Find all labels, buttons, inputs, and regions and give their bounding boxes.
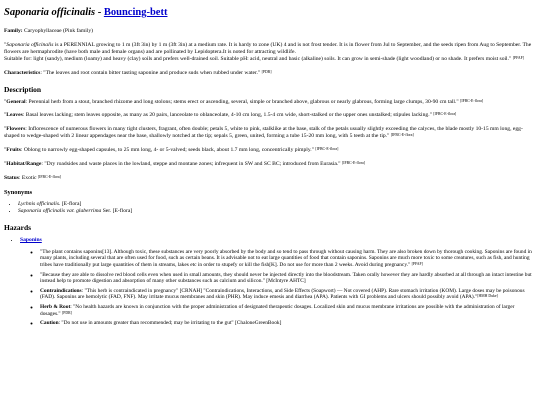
synonyms-heading: Synonyms xyxy=(4,188,33,196)
general-label: General xyxy=(6,98,26,105)
habitat-value: : "Dry roadsides and waste places in the lowland, steppe and montane zones; infrequent in SW and SC BC; introduced from Eurasia." xyxy=(41,161,341,168)
desc-habitat: "Habitat/Range: "Dry roadsides and waste places in the lowland, steppe and montane zones; infrequent in SW and SC BC; introduced from Eurasia." [IFBC-E-flora] xyxy=(4,161,365,168)
pfaf-ref: [PFAF] xyxy=(512,55,525,60)
list-item xyxy=(40,288,536,301)
flowers-ref: [IFBC-E-flora] xyxy=(390,133,414,138)
hazard-label: Caution xyxy=(40,320,59,327)
hazard-text: : "No health hazards are known in conjunction with the proper administration of designated therapeutic dosages. Localized skin and mucus membrane irritations are possible with the administration of larger dosages." xyxy=(40,304,515,317)
synonyms-list xyxy=(4,201,536,215)
synonym-sci: Saponaria officinalis var. glaberrima xyxy=(18,207,102,214)
desc-fruits: "Fruits: Oblong to narrowly egg-shaped capsules, to 25 mm long, 4- or 5-valved; seeds black, about 1.7 mm long, concentrically pimply." [IFBC-E-flora] xyxy=(4,147,339,154)
hazard-ref: [HMH Duke] xyxy=(477,294,498,299)
leaves-label: Leaves xyxy=(6,112,23,119)
page-title xyxy=(4,6,536,19)
hazards-heading: Hazards xyxy=(4,222,32,232)
general-value: : Perennial herb from a stout, branched rhizome and long stolons; stems erect or ascending, several, simple or branched above, glabrous or nearly glabrous, forming large clumps, 30-90 cm tall." xyxy=(25,98,459,105)
hazard-details xyxy=(20,249,536,327)
list-item xyxy=(40,304,536,317)
list-item xyxy=(18,201,536,208)
title-separator: - xyxy=(95,7,104,18)
hazard-text: : "Do not use in amounts greater than recommended; may be irritating to the gut" [ChaloneGreenBook] xyxy=(58,320,282,327)
synonym-suffix: . [E-flora] xyxy=(59,200,82,207)
hazard-ref: [PDR] xyxy=(61,310,72,315)
pfaf-quote-open: " xyxy=(4,41,7,48)
family-value: Caryophyllaceae (Pink family) xyxy=(22,28,94,34)
fruits-label: Fruits xyxy=(6,147,21,154)
leaves-value: : Basal leaves lacking; stem leaves opposite, as many as 20 pairs, lanceolate to oblanceolate, 4-10 cm long, 1.5-4 cm wide, short-stalked or the upper ones unstalked; stipules lacking." xyxy=(22,112,432,119)
fruits-ref: [IFBC-E-flora] xyxy=(315,147,339,152)
list-item xyxy=(18,208,536,215)
hazard-label: Herb & Root xyxy=(40,304,71,311)
desc-status xyxy=(4,175,536,182)
hazards-list xyxy=(4,237,536,327)
synonym-suffix: Ser. [E-flora] xyxy=(101,207,133,214)
characteristics-value: : "The leaves and root contain bitter tasting saponine and produce suds when rubbed under water." xyxy=(40,69,261,76)
flowers-value: : Inflorescence of numerous flowers in many tight clusters, fragrant, often double; petals 5, white to pink, stalklike at the base, stalk of the petals usually slightly exceeding the calyces, the blade mostly 10-15 mm long, egg-shaped to wedge-shaped with 2 linear appendages near the base, shallowly notched at the tip; sepals 5, green, united, forming a tube 15-20 mm long, with 5 teeth at the tip." xyxy=(4,126,523,140)
pfaf-intro xyxy=(4,42,536,56)
hazard-ref: [PFAF] xyxy=(411,262,423,267)
hazard-text: "The plant contains saponins[13]. Although toxic, these substances are very poorly absorbed by the body and so tend to pass through without causing harm. They are also broken down by thorough cooking. Saponins are found in many plants, including several that are often used for food, such as certain beans. It is advisable not to eat large quantities of food that contain saponins. Saponins are much more toxic to some creatures, such as fish, and hunting tribes have traditionally put large quantities of them in streams, lakes etc in order to stupefy or kill the fish[K]. Do not use for more than 2 weeks. Avoid during pregnancy." xyxy=(40,248,532,269)
fruits-value: : Oblong to narrowly egg-shaped capsules, to 25 mm long, 4- or 5-valved; seeds black, about 1.7 mm long, concentrically pimply." xyxy=(20,147,314,154)
family-label: Family: xyxy=(4,28,23,34)
synonym-sci: Lychnis officinalis xyxy=(18,200,60,207)
pfaf-sci-name: Saponaria officinalis xyxy=(6,41,54,48)
characteristics-ref: [PDR] xyxy=(261,69,272,74)
hazard-text: "Because they are able to dissolve red blood cells even when used in small amounts, they should never be injected directly into the bloodstream. Taken orally however they are hardly absorbed at all through an intact intestine but instead help to promote digestion and absorption of many other substances such as calcium and silicon." [McIntyre AHTC] xyxy=(40,271,532,285)
characteristics xyxy=(4,70,536,77)
hazard-label: Contraindications xyxy=(40,287,82,294)
pfaf-suitability xyxy=(4,56,536,63)
pfaf-intro-text: is a PERENNIAL growing to 1 m (3ft 3in) by 1 m (3ft 3in) at a medium rate. It is hardy to zone (UK) 4 and is not frost tender. It is in flower from Jul to September, and the seeds ripen from Aug to September. The flowers are hermaphrodite (have both male and female organs) and are pollinated by Lepidoptera.It is noted for attracting wildlife. xyxy=(4,41,532,55)
list-item xyxy=(40,320,536,327)
status-value: : Exotic xyxy=(18,174,37,181)
family-line xyxy=(4,28,536,35)
hazard-item-saponins xyxy=(20,237,536,327)
common-name-link[interactable]: Bouncing-bett xyxy=(103,7,168,18)
scientific-name: Saponaria officinalis xyxy=(4,7,96,18)
status-label: Status xyxy=(4,174,19,181)
desc-general: "General: Perennial herb from a stout, branched rhizome and long stolons; stems erect or ascending, several, simple or branched above, glabrous or nearly glabrous, forming large clumps, 30-90 cm tall." [IFBC-E-flora] xyxy=(4,98,484,105)
hazard-text: : "This herb is contraindicated in pregnancy" [CRNAH] "Contraindications, Interactions, and Side Effects (Soapwort) — Not covered (AHP). Rare stomach irritation (KOM). Large doses may be poisonous (FAD). Saponins are hemolytic (FAD, FNF). May irritate mucus membranes and skin (PHR). May induce emesis and diarrhea (APA). Patients with GI problems and ulcers should possibly avoid (APA)." xyxy=(40,287,525,301)
leaves-ref: [IFBC-E-flora] xyxy=(433,112,457,117)
pfaf-suitability-text: Suitable for: light (sandy), medium (loamy) and heavy (clay) soils and prefers well-drained soil. Suitable pH: acid, neutral and basic (alkaline) soils. It can grow in semi-shade (light woodland) or no shade. It prefers moist soil." xyxy=(4,55,512,62)
desc-flowers: "Flowers: Inflorescence of numerous flowers in many tight clusters, fragrant, often double; petals 5, white to pink, stalklike at the base, stalk of the petals usually slightly exceeding the calyces, the blade mostly 10-15 mm long, egg-shaped to wedge-shaped with 2 linear appendages near the base, shallowly notched at the tip; sepals 5, green, united, forming a tube 15-20 mm long, with 5 teeth at the tip." [IFBC-E-flora] xyxy=(4,126,523,140)
list-item xyxy=(40,249,536,269)
status-ref: [IFBC-E-flora] xyxy=(37,174,61,179)
list-item xyxy=(40,272,536,285)
habitat-ref: [IFBC-E-flora] xyxy=(341,161,365,166)
characteristics-label: Characteristics xyxy=(4,69,41,76)
general-ref: [IFBC-E-flora] xyxy=(460,98,484,103)
description-heading: Description xyxy=(4,84,42,94)
desc-leaves: "Leaves: Basal leaves lacking; stem leaves opposite, as many as 20 pairs, lanceolate to oblanceolate, 4-10 cm long, 1.5-4 cm wide, short-stalked or the upper ones unstalked; stipules lacking." [IFBC-E-flora] xyxy=(4,112,457,119)
flowers-label: Flowers xyxy=(6,126,26,133)
saponins-link[interactable]: Saponins xyxy=(20,236,42,243)
habitat-label: Habitat/Range xyxy=(6,161,42,168)
